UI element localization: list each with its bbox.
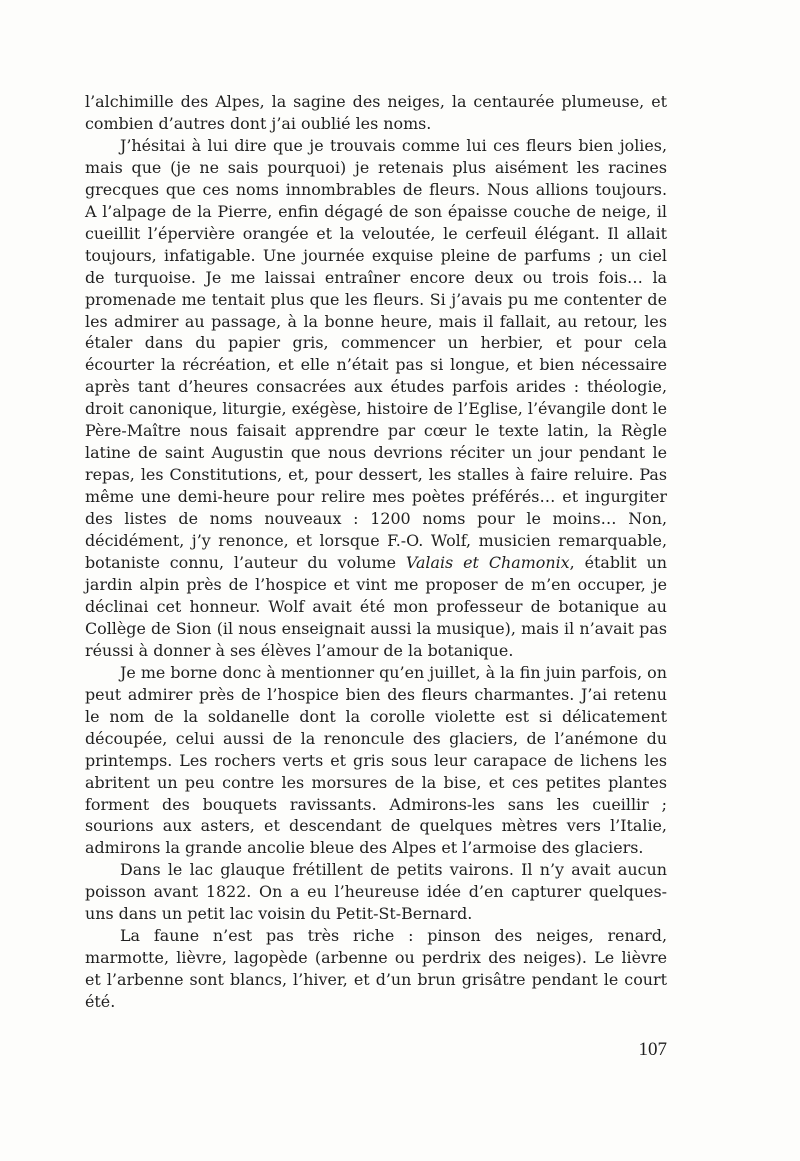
page-number: 107: [638, 1039, 667, 1060]
body-text: [85, 91, 667, 1013]
paragraph-4-text: Dans le lac glauque frétillent de petits vairons. Il n’y avait aucun poisson avant 1822. On a eu l’heureuse idée d’en capturer quelques-uns dans un petit lac voisin du Petit-St-Bernard.: [85, 860, 667, 924]
paragraph-1: [85, 91, 667, 135]
paragraph-2-text-start: J’hésitai à lui dire que je trouvais comme lui ces fleurs bien jolies, mais que (je ne sais pourquoi) je retenais plus aisément les racines grecques que ces noms innombrables de fleurs. Nous allions toujours. A l’alpage de la Pierre, enfin dégagé de son épaisse couche de neige, il cueillit l’épervière orangée et la veloutée, le cerfeuil élégant. Il allait toujours, infatigable. Une journée exquise pleine de parfums ; un ciel de turquoise. Je me laissai entraîner encore deux ou trois fois… la promenade me tentait plus que les fleurs. Si j’avais pu me contenter de les admirer au passage, à la bonne heure, mais il fallait, au retour, les étaler dans du papier gris, commencer un herbier, et pour cela écourter la récréation, et elle n’était pas si longue, et bien nécessaire après tant d’heures consacrées aux études parfois arides : théologie, droit canonique, liturgie, exégèse, histoire de l’Eglise, l’évangile dont le Père-Maître nous faisait apprendre par cœur le texte latin, la Règle latine de saint Augustin que nous devrions réciter un jour pendant le repas, les Constitutions, et, pour dessert, les stalles à faire reluire. Pas même une demi-heure pour relire mes poètes préférés… et ingurgiter des listes de noms nouveaux : 1200 noms pour le moins… Non, décidément, j’y renonce, et lorsque F.-O. Wolf, musicien remarquable, botaniste connu, l’auteur du volume: [85, 135, 667, 573]
paragraph-3-text: Je me borne donc à mentionner qu’en juillet, à la fin juin parfois, on peut admirer près de l’hospice bien des fleurs charmantes. J’ai retenu le nom de la soldanelle dont la corolle violette est si délicatement découpée, celui aussi de la renoncule des glaciers, de l’anémone du printemps. Les rochers verts et gris sous leur carapace de lichens les abritent un peu contre les morsures de la bise, et ces petites plantes forment des bouquets ravissants. Admirons-les sans les cueillir ; sourions aux asters, et descendant de quelques mètres vers l’Italie, admirons la grande ancolie bleue des Alpes et l’armoise des glaciers.: [85, 662, 667, 858]
paragraph-5-text: La faune n’est pas très riche : pinson des neiges, renard, marmotte, lièvre, lagopède (arbenne ou perdrix des neiges). Le lièvre et l’arbenne sont blancs, l’hiver, et d’un brun grisâtre pendant le court été.: [85, 926, 667, 1012]
paragraph-2-text-end: , établit un jardin alpin près de l’hospice et vint me proposer de m’en occuper, je déclinai cet honneur. Wolf avait été mon professeur de botanique au Collège de Sion (il nous enseignait aussi la musique), mais il n’avait pas réussi à donner à ses élèves l’amour de la botanique.: [85, 553, 667, 660]
paragraph-1-text: l’alchimille des Alpes, la sagine des neiges, la centaurée plumeuse, et combien d’autres dont j’ai oublié les noms.: [85, 92, 667, 133]
paragraph-5: [85, 925, 667, 1013]
paragraph-2: [85, 135, 667, 662]
paragraph-4: [85, 859, 667, 925]
paragraph-3: [85, 662, 667, 860]
book-title-italic: Valais et Chamonix: [405, 553, 570, 573]
